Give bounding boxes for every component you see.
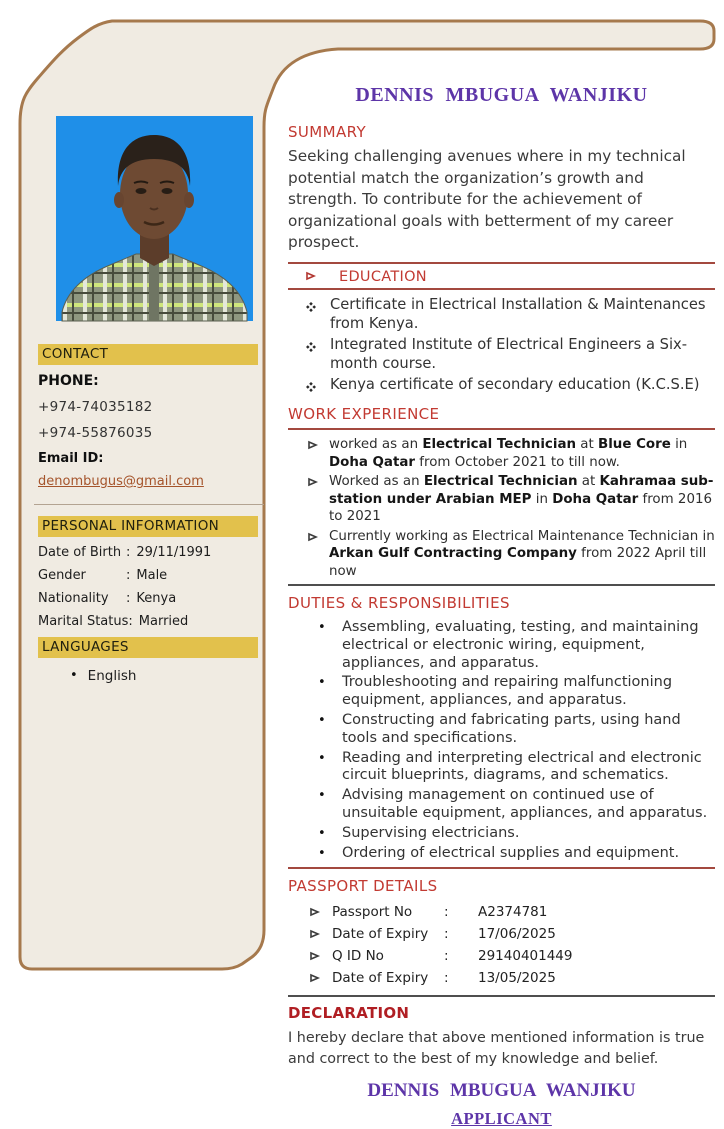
passport-detail-row: Passport No : A2374781 xyxy=(310,901,715,923)
passport-detail-row: Date of Expiry : 17/06/2025 xyxy=(310,923,715,945)
personal-info-section-header: PERSONAL INFORMATION xyxy=(38,516,258,537)
personal-info-value: Male xyxy=(136,568,168,583)
declaration-text: I hereby declare that above mentioned information is true and correct to the best of my knowledge and belief. xyxy=(288,1030,705,1068)
arrow-bullet-icon xyxy=(310,926,322,943)
sidebar xyxy=(38,344,258,684)
phone-list xyxy=(38,399,258,441)
passport-details-rows xyxy=(288,901,715,989)
arrow-bullet-icon xyxy=(308,436,319,471)
personal-info-label: Date of Birth xyxy=(38,545,122,560)
section-rule xyxy=(288,867,715,869)
arrow-bullet-icon xyxy=(310,904,322,921)
profile-photo xyxy=(56,116,253,321)
passport-detail-label: Date of Expiry xyxy=(332,970,429,987)
duties-list xyxy=(288,619,715,862)
passport-detail-row: Date of Expiry : 13/05/2025 xyxy=(310,967,715,989)
email-label: Email ID: xyxy=(38,451,104,466)
contact-section-header: CONTACT xyxy=(38,344,258,365)
phone-label: PHONE: xyxy=(38,373,99,389)
dot-bullet-icon: • xyxy=(318,620,326,635)
work-experience-item: Worked as an Electrical Technician at Kahramaa sub- station under Arabian MEP in Doha Qatar from 2016 to 2021 xyxy=(308,473,715,526)
education-item: Certificate in Electrical Installation & Maintenances from Kenya. xyxy=(306,295,715,334)
arrow-bullet-icon xyxy=(308,473,319,526)
section-rule xyxy=(288,584,715,586)
sidebar-divider xyxy=(34,504,264,505)
personal-info-row: Gender : Male xyxy=(38,568,168,583)
section-rule xyxy=(288,995,715,997)
language-item: • English xyxy=(70,668,137,684)
arrow-bullet-icon xyxy=(308,528,319,581)
languages-list xyxy=(38,668,258,684)
dot-bullet-icon: • xyxy=(318,845,326,861)
personal-info-row: Nationality : Kenya xyxy=(38,591,177,606)
dot-bullet-icon: • xyxy=(318,788,326,804)
duty-item: • Constructing and fabricating parts, using hand tools and specifications. xyxy=(318,711,681,746)
summary-text: Seeking challenging avenues where in my technical potential match the organization’s growth and strength. To contribute for the achievement of organizational goals with betterment of my career prospect. xyxy=(288,147,686,251)
section-rule xyxy=(288,262,715,264)
main-content xyxy=(288,84,715,1129)
passport-section-header: PASSPORT DETAILS xyxy=(288,877,438,896)
phone-number: +974-55876035 xyxy=(38,425,153,441)
diamond-bullet-icon xyxy=(306,295,318,334)
contact-block xyxy=(38,373,258,489)
work-experience-item: Currently working as Electrical Maintenance Technician in Arkan Gulf Contracting Company from 2022 April till now xyxy=(308,528,715,581)
diamond-bullet-icon xyxy=(306,375,318,398)
arrow-bullet-icon xyxy=(306,269,315,285)
passport-detail-row: Q ID No : 29140401449 xyxy=(310,945,715,967)
summary-section-header: SUMMARY xyxy=(288,123,367,141)
passport-detail-value: 13/05/2025 xyxy=(478,970,556,987)
personal-info-value: Married xyxy=(138,614,189,629)
email-link[interactable]: denombugus@gmail.com xyxy=(38,474,204,489)
dot-bullet-icon: • xyxy=(318,712,326,728)
duties-section-header: DUTIES & RESPONSIBILITIES xyxy=(288,594,510,612)
dot-bullet-icon: • xyxy=(318,675,326,691)
dot-bullet-icon: • xyxy=(318,750,326,766)
education-item: Kenya certificate of secondary education (K.C.S.E) xyxy=(306,375,715,398)
passport-detail-label: Q ID No xyxy=(332,948,384,965)
passport-detail-value: 17/06/2025 xyxy=(478,926,556,943)
personal-info-value: 29/11/1991 xyxy=(136,545,212,560)
section-rule xyxy=(288,288,715,290)
work-section-header: WORK EXPERIENCE xyxy=(288,405,440,423)
personal-info-row: Date of Birth : 29/11/1991 xyxy=(38,545,212,560)
education-item: Integrated Institute of Electrical Engineers a Six-month course. xyxy=(306,335,715,374)
education-list xyxy=(288,295,715,398)
education-section-header xyxy=(288,269,715,285)
duty-item: • Troubleshooting and repairing malfunctioning equipment, appliances, and apparatus. xyxy=(318,674,673,709)
dot-bullet-icon: • xyxy=(318,825,326,841)
duty-item: • Ordering of electrical supplies and equipment. xyxy=(318,844,680,861)
duty-item: • Reading and interpreting electrical and electronic circuit blueprints, diagrams, and schematics. xyxy=(318,749,702,784)
phone-number: +974-74035182 xyxy=(38,399,153,415)
dot-bullet-icon: • xyxy=(70,668,78,683)
passport-detail-label: Date of Expiry xyxy=(332,926,429,943)
personal-info-rows xyxy=(38,545,258,629)
arrow-bullet-icon xyxy=(310,970,322,987)
duty-item: • Assembling, evaluating, testing, and maintaining electrical or electronic wiring, equipment, appliances, and apparatus. xyxy=(318,619,699,671)
candidate-name-title: DENNIS MBUGUA WANJIKU xyxy=(355,84,648,106)
passport-detail-value: 29140401449 xyxy=(478,948,573,965)
passport-detail-value: A2374781 xyxy=(478,904,548,921)
personal-info-label: Marital Status xyxy=(38,614,129,629)
duty-item: • Advising management on continued use of unsuitable equipment, appliances, and apparatus. xyxy=(318,787,708,821)
applicant-label: APPLICANT xyxy=(451,1109,552,1129)
languages-section-header: LANGUAGES xyxy=(38,637,258,658)
diamond-bullet-icon xyxy=(306,335,318,374)
declaration-section-header: DECLARATION xyxy=(288,1004,410,1023)
personal-info-label: Gender xyxy=(38,568,86,583)
work-experience-item: worked as an Electrical Technician at Blue Core in Doha Qatar from October 2021 to till now. xyxy=(308,436,715,471)
education-section-title: EDUCATION xyxy=(339,268,427,285)
signature-name: DENNIS MBUGUA WANJIKU xyxy=(367,1080,636,1102)
duty-item: • Supervising electricians. xyxy=(318,824,520,841)
work-experience-list xyxy=(288,436,715,580)
passport-detail-label: Passport No xyxy=(332,904,413,921)
section-rule xyxy=(288,428,715,430)
profile-photo-image xyxy=(56,116,253,321)
personal-info-row: Marital Status : Married xyxy=(38,614,189,629)
personal-info-value: Kenya xyxy=(136,591,177,606)
personal-info-label: Nationality xyxy=(38,591,109,606)
arrow-bullet-icon xyxy=(310,948,322,965)
